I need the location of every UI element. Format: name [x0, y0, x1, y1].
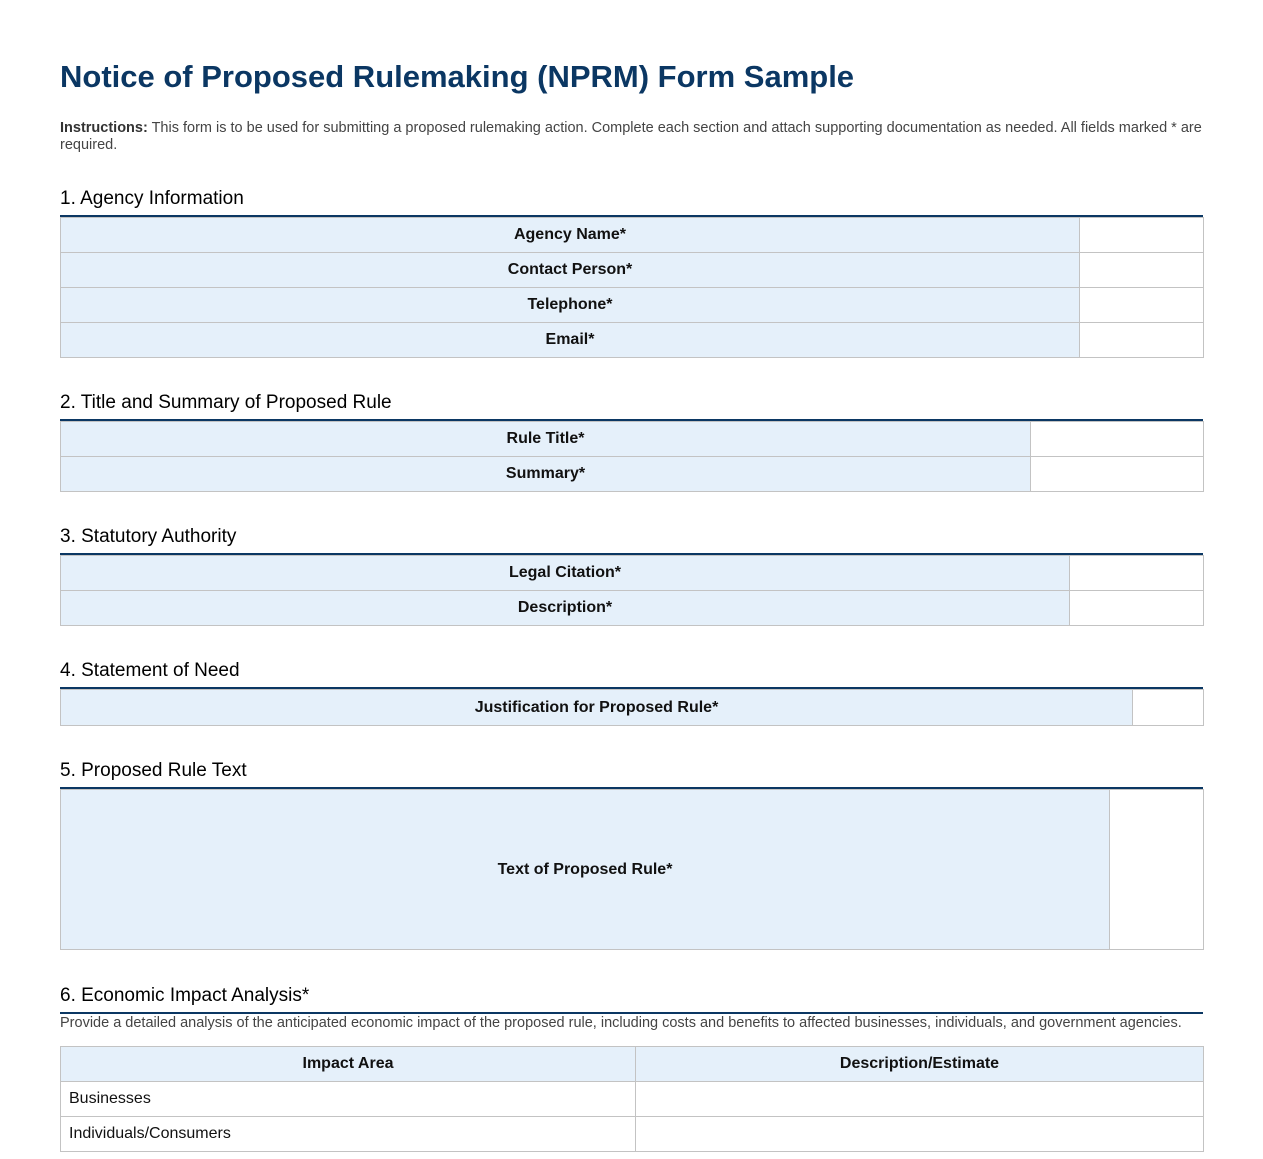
section-title-economic: 6. Economic Impact Analysis*	[60, 985, 1203, 1014]
table-row	[61, 591, 1204, 626]
section-rule-text	[60, 760, 1203, 950]
description-estimate-header: Description/Estimate	[636, 1047, 1204, 1082]
rule-text-field[interactable]	[1110, 790, 1204, 950]
table-row	[61, 690, 1204, 726]
instructions	[60, 120, 1203, 154]
section-agency	[60, 188, 1203, 358]
justification-field[interactable]	[1133, 690, 1204, 726]
rule-title-field[interactable]	[1031, 422, 1204, 457]
table-row	[61, 790, 1204, 950]
section-economic	[60, 985, 1203, 1152]
table-row	[61, 457, 1204, 492]
impact-area-businesses: Businesses	[61, 1082, 636, 1117]
legal-citation-label: Legal Citation*	[61, 556, 1070, 591]
rule-text-table	[60, 789, 1204, 950]
section-title-summary	[60, 392, 1203, 492]
table-row	[61, 1082, 1204, 1117]
need-table	[60, 689, 1204, 726]
impact-table	[60, 1046, 1204, 1152]
summary-field[interactable]	[1031, 457, 1204, 492]
table-row	[61, 218, 1204, 253]
contact-person-field[interactable]	[1080, 253, 1204, 288]
table-row	[61, 253, 1204, 288]
instructions-label: Instructions:	[60, 120, 148, 136]
description-label: Description*	[61, 591, 1070, 626]
section-statutory	[60, 526, 1203, 626]
table-header-row	[61, 1047, 1204, 1082]
email-field[interactable]	[1080, 323, 1204, 358]
instructions-text: This form is to be used for submitting a proposed rulemaking action. Complete each section and attach supporting documentation as needed. All fields marked * are required.	[60, 120, 1202, 153]
email-label: Email*	[61, 323, 1080, 358]
page-title: Notice of Proposed Rulemaking (NPRM) Form Sample	[60, 59, 855, 94]
section-title-agency: 1. Agency Information	[60, 188, 1203, 217]
section-need	[60, 660, 1203, 726]
agency-name-field[interactable]	[1080, 218, 1204, 253]
telephone-label: Telephone*	[61, 288, 1080, 323]
table-row	[61, 323, 1204, 358]
table-row	[61, 556, 1204, 591]
impact-area-header: Impact Area	[61, 1047, 636, 1082]
rule-table	[60, 421, 1204, 492]
section-title-need: 4. Statement of Need	[60, 660, 1203, 689]
summary-label: Summary*	[61, 457, 1031, 492]
table-row	[61, 1117, 1204, 1152]
agency-name-label: Agency Name*	[61, 218, 1080, 253]
description-field[interactable]	[1070, 591, 1204, 626]
estimate-individuals-field[interactable]	[636, 1117, 1204, 1152]
estimate-businesses-field[interactable]	[636, 1082, 1204, 1117]
section-title-statutory: 3. Statutory Authority	[60, 526, 1203, 555]
impact-area-individuals: Individuals/Consumers	[61, 1117, 636, 1152]
section-title-rule-text: 5. Proposed Rule Text	[60, 760, 1203, 789]
contact-person-label: Contact Person*	[61, 253, 1080, 288]
table-row	[61, 422, 1204, 457]
rule-title-label: Rule Title*	[61, 422, 1031, 457]
rule-text-label: Text of Proposed Rule*	[61, 790, 1110, 950]
statutory-table	[60, 555, 1204, 626]
telephone-field[interactable]	[1080, 288, 1204, 323]
table-row	[61, 288, 1204, 323]
legal-citation-field[interactable]	[1070, 556, 1204, 591]
economic-description: Provide a detailed analysis of the anticipated economic impact of the proposed rule, including costs and benefits to affected businesses, individuals, and government agencies.	[60, 1015, 1182, 1031]
section-title-rule: 2. Title and Summary of Proposed Rule	[60, 392, 1203, 421]
agency-table	[60, 217, 1204, 358]
justification-label: Justification for Proposed Rule*	[61, 690, 1133, 726]
